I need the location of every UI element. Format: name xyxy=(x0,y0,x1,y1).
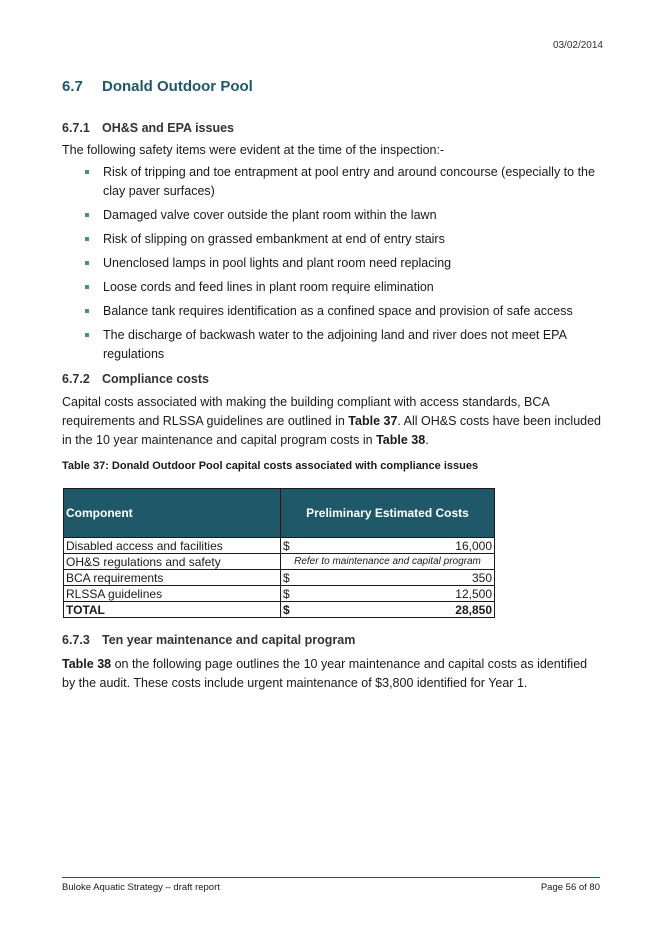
header-date: 03/02/2014 xyxy=(552,40,603,51)
subsection-title: Ten year maintenance and capital program xyxy=(102,633,356,647)
list-item: Risk of tripping and toe entrapment at pool entry and around concourse (especially to the clay paver surfaces) xyxy=(62,163,602,201)
total-cost-cell: $ 28,850 xyxy=(281,602,495,618)
square-bullet-icon xyxy=(85,285,89,289)
safety-items-list xyxy=(62,163,602,369)
column-header-costs: Preliminary Estimated Costs xyxy=(281,489,495,538)
component-cell: OH&S regulations and safety xyxy=(64,554,281,570)
cost-cell: $ 350 xyxy=(281,570,495,586)
compliance-paragraph: Capital costs associated with making the building compliant with access standards, BCA requirements and RLSSA guidelines are outlined in Table 37. All OH&S costs have been included in the 10 year maintenance and capital program costs in Table 38. xyxy=(62,395,601,447)
subsection-heading-program xyxy=(62,633,355,647)
subsection-number: 6.7.1 xyxy=(62,121,90,135)
section-number: 6.7 xyxy=(62,78,83,95)
table-reference: Table 38 xyxy=(376,433,426,447)
footer-page-number: Page 56 of 80 xyxy=(540,882,600,893)
table-reference: Table 38 xyxy=(62,657,112,671)
list-item: Loose cords and feed lines in plant room require elimination xyxy=(62,278,602,297)
table-caption: Table 37: Donald Outdoor Pool capital costs associated with compliance issues xyxy=(62,460,479,472)
compliance-costs-table xyxy=(63,488,495,618)
square-bullet-icon xyxy=(85,213,89,217)
component-cell: RLSSA guidelines xyxy=(64,586,281,602)
table-row xyxy=(64,538,495,554)
cost-cell: $ 12,500 xyxy=(281,586,495,602)
list-item: Balance tank requires identification as a confined space and provision of safe access xyxy=(62,302,602,321)
list-item: Unenclosed lamps in pool lights and plant room need replacing xyxy=(62,254,602,273)
section-heading xyxy=(62,78,253,95)
table-row xyxy=(64,570,495,586)
subsection-heading-compliance xyxy=(62,372,209,386)
table-row xyxy=(64,554,495,570)
component-cell: Disabled access and facilities xyxy=(64,538,281,554)
footer-divider xyxy=(62,877,600,878)
square-bullet-icon xyxy=(85,237,89,241)
program-paragraph: Table 38 on the following page outlines the 10 year maintenance and capital costs as identified by the audit. These costs include urgent maintenance of $3,800 identified for Year 1. xyxy=(62,657,588,690)
component-cell: BCA requirements xyxy=(64,570,281,586)
table-row xyxy=(64,586,495,602)
cost-note-cell: Refer to maintenance and capital program xyxy=(281,554,495,570)
subsection-heading-ohs xyxy=(62,121,234,135)
footer-document-title: Buloke Aquatic Strategy – draft report xyxy=(62,882,220,893)
square-bullet-icon xyxy=(85,261,89,265)
column-header-component: Component xyxy=(64,489,281,538)
square-bullet-icon xyxy=(85,309,89,313)
table-header-row xyxy=(64,489,495,538)
subsection-title: OH&S and EPA issues xyxy=(102,121,234,135)
cost-cell: $ 16,000 xyxy=(281,538,495,554)
subsection-title: Compliance costs xyxy=(102,372,209,386)
subsection-number: 6.7.3 xyxy=(62,633,90,647)
table-total-row xyxy=(64,602,495,618)
table-reference: Table 37 xyxy=(348,414,398,428)
total-label-cell: TOTAL xyxy=(64,602,281,618)
square-bullet-icon xyxy=(85,333,89,337)
list-item: Damaged valve cover outside the plant room within the lawn xyxy=(62,206,602,225)
square-bullet-icon xyxy=(85,170,89,174)
section-title: Donald Outdoor Pool xyxy=(102,78,253,95)
subsection-number: 6.7.2 xyxy=(62,372,90,386)
list-item: Risk of slipping on grassed embankment at end of entry stairs xyxy=(62,230,602,249)
list-item: The discharge of backwash water to the adjoining land and river does not meet EPA regulations xyxy=(62,326,602,364)
intro-paragraph: The following safety items were evident at the time of the inspection:- xyxy=(62,143,445,157)
